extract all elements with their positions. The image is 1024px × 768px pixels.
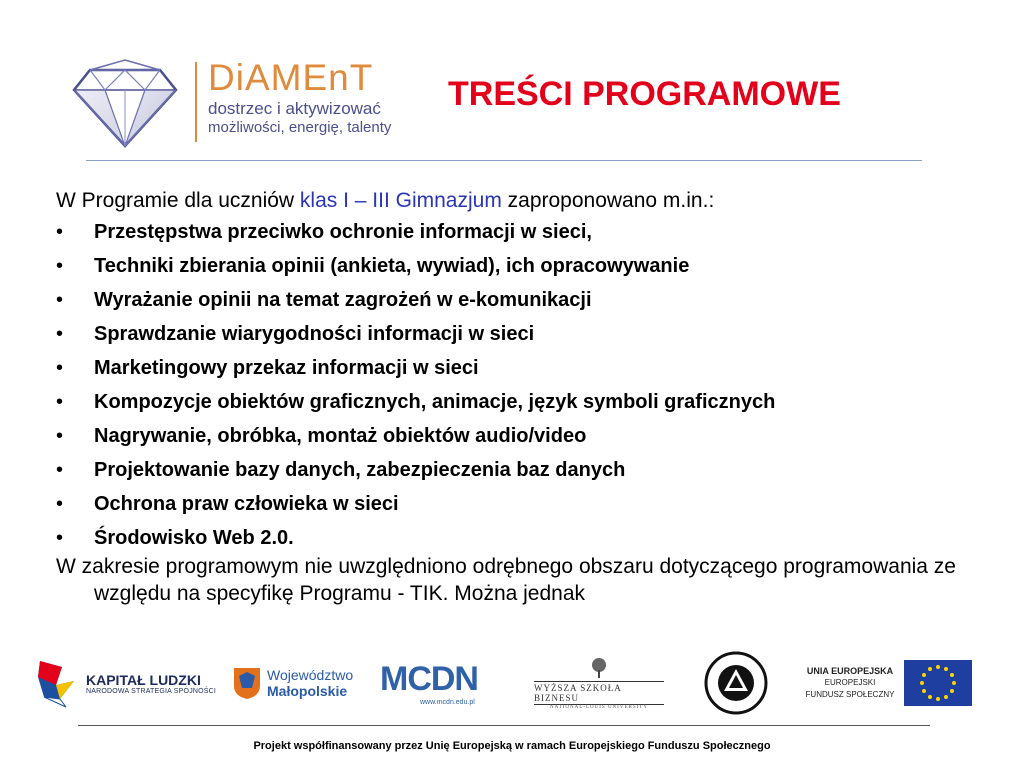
nlu-seal-logo (698, 647, 774, 719)
mcdn-url: www.mcdn.edu.pl (420, 699, 475, 706)
bullet-icon: • (56, 221, 64, 243)
kapital-ludzki-logo (36, 647, 226, 719)
kapital-ludzki-subtitle: NARODOWA STRATEGIA SPÓJNOŚCI (86, 687, 217, 695)
logo-divider (195, 62, 197, 142)
logo-name: DiAMEnT (208, 57, 374, 98)
malopolska-crest-icon (232, 666, 262, 700)
bullet-icon: • (56, 527, 64, 549)
nlu-seal-icon (704, 651, 768, 715)
kapital-ludzki-star-icon (36, 655, 78, 711)
bullet-icon: • (56, 459, 64, 481)
eu-flag-icon (904, 660, 972, 706)
list-item (56, 219, 976, 245)
list-item (56, 491, 976, 517)
footer-funding-note: Projekt współfinansowany przez Unię Europejską w ramach Europejskiego Funduszu Społecznego (253, 740, 771, 752)
sponsor-logo-strip (28, 647, 990, 721)
malopolska-line1: Województwo (267, 667, 354, 683)
list-item (56, 457, 976, 483)
ue-text-logo (798, 647, 902, 719)
list-item (56, 355, 976, 381)
eu-flag (904, 647, 974, 719)
header-divider (86, 160, 922, 161)
list-item-text: Techniki zbierania opinii (ankieta, wywiad), ich opracowywanie (94, 255, 690, 277)
list-item-text: Przestępstwa przeciwko ochronie informacji w sieci, (94, 221, 592, 243)
slide-content (56, 186, 976, 607)
bullet-icon: • (56, 289, 64, 311)
wsb-name: WYŻSZA SZKOŁA BIZNESU (534, 681, 664, 705)
mcdn-name: MCDN (380, 660, 478, 698)
wsb-logo (534, 647, 664, 719)
list-item-text: Sprawdzanie wiarygodności informacji w sieci (94, 323, 535, 345)
list-item-text: Projektowanie bazy danych, zabezpieczenia baz danych (94, 459, 626, 481)
intro-suffix: zaproponowano m.in.: (501, 189, 715, 212)
list-item (56, 525, 976, 551)
bullet-icon: • (56, 357, 64, 379)
list-item-text: Ochrona praw człowieka w sieci (94, 493, 399, 515)
ue-line3: FUNDUSZ SPOŁECZNY (805, 690, 895, 699)
malopolska-line2: Małopolskie (267, 683, 348, 699)
mcdn-logo (380, 647, 495, 719)
footer-divider (78, 725, 930, 726)
outro-text: W zakresie programowym nie uwzględniono odrębnego obszaru dotyczącego programowania ze względu na specyfikę Programu - TIK. Można jednak (56, 555, 956, 605)
intro-prefix: W Programie dla uczniów (56, 189, 300, 212)
list-item (56, 389, 854, 415)
list-item-text: Wyrażanie opinii na temat zagrożeń w e-komunikacji (94, 289, 592, 311)
logo-tagline-line2: możliwości, energię, talenty (208, 119, 392, 136)
topic-list (56, 219, 976, 551)
list-item-text: Środowisko Web 2.0. (94, 527, 294, 549)
list-item (56, 287, 976, 313)
wsb-tree-icon (589, 657, 609, 679)
diamond-logo-icon (70, 56, 180, 148)
bullet-icon: • (56, 493, 64, 515)
list-item (56, 253, 976, 279)
list-item-text: Marketingowy przekaz informacji w sieci (94, 357, 479, 379)
list-item-text: Kompozycje obiektów graficznych, animacje, język symboli graficznych (94, 391, 776, 413)
logo-tagline-line1: dostrzec i aktywizować (208, 99, 381, 118)
bullet-icon: • (56, 425, 64, 447)
page-title: TREŚCI PROGRAMOWE (448, 75, 841, 113)
wsb-subtitle: NATIONAL-LOUIS UNIVERSITY (550, 704, 648, 710)
list-item-text: Nagrywanie, obróbka, montaż obiektów audio/video (94, 425, 587, 447)
bullet-icon: • (56, 391, 64, 413)
bullet-icon: • (56, 323, 64, 345)
list-item (56, 321, 976, 347)
intro-text (56, 186, 976, 215)
malopolska-logo (232, 647, 362, 719)
ue-line1: UNIA EUROPEJSKA (806, 666, 894, 676)
ue-line2: EUROPEJSKI (824, 678, 876, 687)
intro-highlight: klas I – III Gimnazjum (299, 189, 502, 212)
bullet-icon: • (56, 255, 64, 277)
list-item (56, 423, 976, 449)
kapital-ludzki-title: KAPITAŁ LUDZKI (86, 671, 201, 688)
